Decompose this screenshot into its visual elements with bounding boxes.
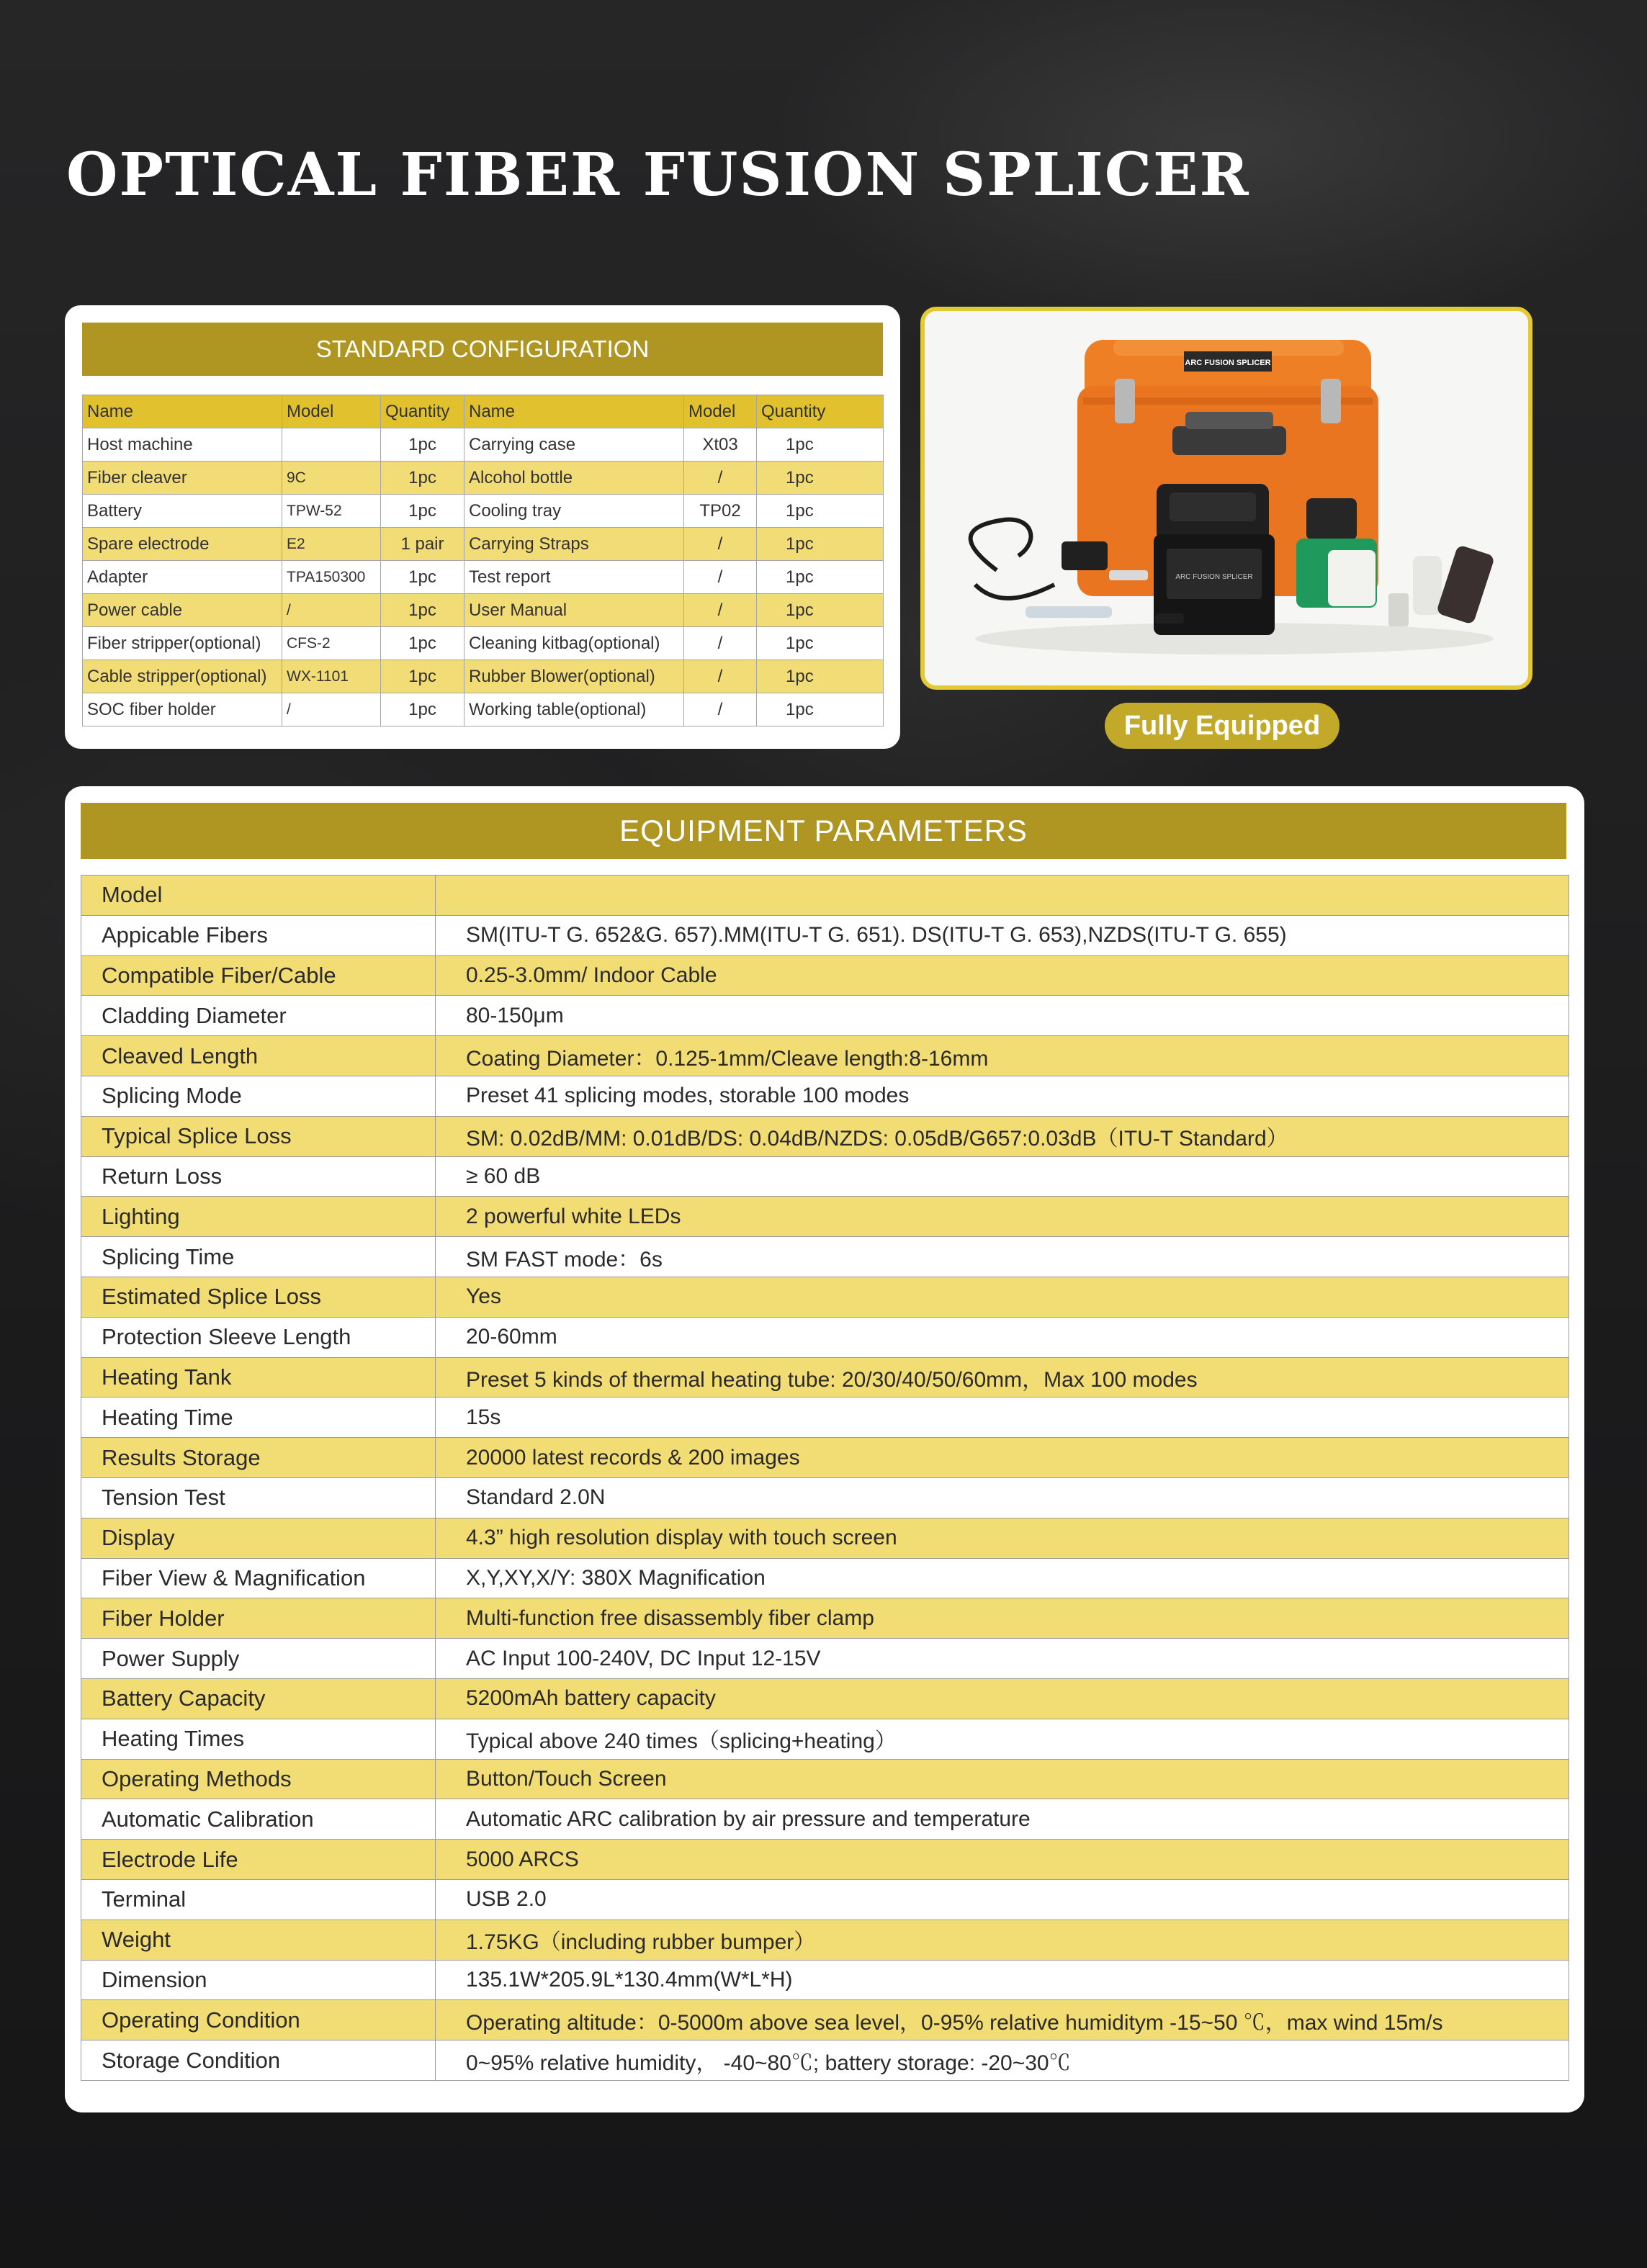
config-item-quantity: 1pc	[757, 660, 884, 693]
config-item-name: Spare electrode	[83, 528, 282, 561]
parameter-row	[81, 996, 1569, 1036]
product-photo	[920, 307, 1532, 690]
parameter-value: Preset 5 kinds of thermal heating tube: 20/30/40/50/60mm，Max 100 modes	[436, 1357, 1569, 1398]
config-item-model: /	[684, 528, 757, 561]
parameter-name: Splicing Time	[81, 1237, 436, 1277]
parameter-row	[81, 915, 1569, 955]
config-row	[83, 627, 884, 660]
config-column-header: Name	[83, 395, 282, 428]
standard-configuration-heading: STANDARD CONFIGURATION	[82, 323, 883, 376]
parameter-name: Protection Sleeve Length	[81, 1317, 436, 1357]
config-item-quantity: 1pc	[757, 693, 884, 726]
config-item-quantity: 1pc	[757, 495, 884, 528]
config-item-name: Rubber Blower(optional)	[465, 660, 684, 693]
config-item-name: Adapter	[83, 561, 282, 594]
config-item-quantity: 1pc	[381, 462, 465, 495]
config-column-header: Model	[684, 395, 757, 428]
config-item-model: TPA150300	[282, 561, 381, 594]
config-item-model: /	[684, 693, 757, 726]
config-header-row	[83, 395, 884, 428]
parameter-name: Electrode Life	[81, 1840, 436, 1880]
parameter-row	[81, 1277, 1569, 1317]
parameter-name: Display	[81, 1518, 436, 1558]
config-row	[83, 495, 884, 528]
parameter-value: 5000 ARCS	[436, 1840, 1569, 1880]
config-item-model: /	[684, 627, 757, 660]
parameter-name: Fiber Holder	[81, 1598, 436, 1639]
parameter-row	[81, 876, 1569, 916]
fusion-splicer-illustration	[1154, 484, 1275, 635]
config-item-quantity: 1pc	[757, 428, 884, 462]
equipment-parameters-card	[65, 786, 1584, 2112]
config-item-name: Test report	[465, 561, 684, 594]
config-item-name: Alcohol bottle	[465, 462, 684, 495]
config-item-model: CFS-2	[282, 627, 381, 660]
parameter-value: 2 powerful white LEDs	[436, 1197, 1569, 1237]
product-photo-illustration	[925, 311, 1528, 685]
parameter-value: SM: 0.02dB/MM: 0.01dB/DS: 0.04dB/NZDS: 0.05dB/G657:0.03dB（ITU-T Standard）	[436, 1116, 1569, 1156]
parameter-value: 20000 latest records & 200 images	[436, 1438, 1569, 1478]
parameter-value: Preset 41 splicing modes, storable 100 modes	[436, 1076, 1569, 1116]
config-item-name: Cooling tray	[465, 495, 684, 528]
parameter-row	[81, 2040, 1569, 2081]
page-title: OPTICAL FIBER FUSION SPLICER	[66, 140, 1250, 210]
parameter-value: 135.1W*205.9L*130.4mm(W*L*H)	[436, 1960, 1569, 2000]
config-item-model: E2	[282, 528, 381, 561]
config-item-model: TPW-52	[282, 495, 381, 528]
parameter-row	[81, 1156, 1569, 1197]
parameter-name: Compatible Fiber/Cable	[81, 955, 436, 996]
config-item-name: Power cable	[83, 594, 282, 627]
parameter-row	[81, 1116, 1569, 1156]
config-item-name: Fiber cleaver	[83, 462, 282, 495]
parameter-row	[81, 1598, 1569, 1639]
parameter-row	[81, 955, 1569, 996]
parameter-value: Button/Touch Screen	[436, 1759, 1569, 1799]
config-item-model: TP02	[684, 495, 757, 528]
parameter-value: 5200mAh battery capacity	[436, 1678, 1569, 1719]
config-column-header: Name	[465, 395, 684, 428]
parameter-row	[81, 1036, 1569, 1076]
parameter-row	[81, 1477, 1569, 1518]
fully-equipped-badge: Fully Equipped	[1105, 703, 1339, 749]
config-item-model: /	[684, 660, 757, 693]
parameter-row	[81, 1357, 1569, 1398]
config-row	[83, 462, 884, 495]
parameter-value: Operating altitude：0-5000m above sea level，0-95% relative humiditym -15~50 ℃，max wind 15m/s	[436, 2000, 1569, 2040]
config-item-name: Carrying case	[465, 428, 684, 462]
parameter-row	[81, 1398, 1569, 1438]
parameter-name: Fiber View & Magnification	[81, 1558, 436, 1598]
parameter-row	[81, 1759, 1569, 1799]
standard-configuration-card	[65, 305, 900, 749]
parameter-row	[81, 1678, 1569, 1719]
parameter-name: Heating Tank	[81, 1357, 436, 1398]
parameter-value: Automatic ARC calibration by air pressure and temperature	[436, 1799, 1569, 1840]
parameter-name: Results Storage	[81, 1438, 436, 1478]
config-item-model: /	[684, 594, 757, 627]
parameter-name: Tension Test	[81, 1477, 436, 1518]
config-item-quantity: 1pc	[381, 693, 465, 726]
parameter-name: Model	[81, 876, 436, 916]
parameter-value: 0~95% relative humidity， -40~80℃; battery storage: -20~30℃	[436, 2040, 1569, 2081]
config-item-model: /	[684, 462, 757, 495]
config-row	[83, 528, 884, 561]
config-item-quantity: 1pc	[381, 561, 465, 594]
parameter-value: 4.3” high resolution display with touch screen	[436, 1518, 1569, 1558]
parameter-name: Automatic Calibration	[81, 1799, 436, 1840]
config-item-quantity: 1pc	[381, 428, 465, 462]
config-item-name: Host machine	[83, 428, 282, 462]
parameter-value	[436, 876, 1569, 916]
parameter-name: Cleaved Length	[81, 1036, 436, 1076]
parameter-row	[81, 1237, 1569, 1277]
parameter-name: Operating Condition	[81, 2000, 436, 2040]
parameter-row	[81, 1719, 1569, 1759]
parameter-row	[81, 1518, 1569, 1558]
config-item-name: Cleaning kitbag(optional)	[465, 627, 684, 660]
parameter-value: Multi-function free disassembly fiber clamp	[436, 1598, 1569, 1639]
config-item-name: Carrying Straps	[465, 528, 684, 561]
config-row	[83, 660, 884, 693]
parameter-row	[81, 1197, 1569, 1237]
parameter-value: 1.75KG（including rubber bumper）	[436, 1920, 1569, 1960]
parameter-row	[81, 1639, 1569, 1679]
parameter-name: Heating Times	[81, 1719, 436, 1759]
config-item-model: 9C	[282, 462, 381, 495]
splicer-label-text: ARC FUSION SPLICER	[1175, 573, 1253, 581]
config-item-quantity: 1pc	[381, 495, 465, 528]
parameter-value: 20-60mm	[436, 1317, 1569, 1357]
case-label-text: ARC FUSION SPLICER	[1185, 359, 1271, 367]
parameter-name: Typical Splice Loss	[81, 1116, 436, 1156]
parameter-name: Heating Time	[81, 1398, 436, 1438]
config-item-quantity: 1pc	[757, 594, 884, 627]
parameter-value: Typical above 240 times（splicing+heating）	[436, 1719, 1569, 1759]
config-item-quantity: 1pc	[381, 627, 465, 660]
parameter-row	[81, 1076, 1569, 1116]
config-item-quantity: 1pc	[381, 660, 465, 693]
parameter-name: Weight	[81, 1920, 436, 1960]
parameter-value: Coating Diameter：0.125-1mm/Cleave length:8-16mm	[436, 1036, 1569, 1076]
config-row	[83, 693, 884, 726]
config-item-model: WX-1101	[282, 660, 381, 693]
config-item-quantity: 1pc	[757, 561, 884, 594]
parameter-value: 0.25-3.0mm/ Indoor Cable	[436, 955, 1569, 996]
config-column-header: Quantity	[381, 395, 465, 428]
parameter-row	[81, 2000, 1569, 2040]
parameter-row	[81, 1960, 1569, 2000]
parameter-name: Appicable Fibers	[81, 915, 436, 955]
parameter-value: SM FAST mode：6s	[436, 1237, 1569, 1277]
parameter-value: Yes	[436, 1277, 1569, 1317]
parameter-row	[81, 1799, 1569, 1840]
equipment-parameters-table	[81, 875, 1569, 2081]
parameter-name: Battery Capacity	[81, 1678, 436, 1719]
config-item-model: /	[684, 561, 757, 594]
parameter-name: Storage Condition	[81, 2040, 436, 2081]
parameter-row	[81, 1438, 1569, 1478]
parameter-name: Return Loss	[81, 1156, 436, 1197]
config-item-quantity: 1 pair	[381, 528, 465, 561]
equipment-parameters-heading: EQUIPMENT PARAMETERS	[81, 803, 1566, 859]
parameter-name: Cladding Diameter	[81, 996, 436, 1036]
config-row	[83, 594, 884, 627]
parameter-name: Power Supply	[81, 1639, 436, 1679]
config-item-quantity: 1pc	[757, 627, 884, 660]
parameter-row	[81, 1920, 1569, 1960]
parameter-value: ≥ 60 dB	[436, 1156, 1569, 1197]
parameter-name: Estimated Splice Loss	[81, 1277, 436, 1317]
config-item-model	[282, 428, 381, 462]
parameter-name: Terminal	[81, 1879, 436, 1920]
config-item-quantity: 1pc	[757, 462, 884, 495]
config-item-name: Battery	[83, 495, 282, 528]
config-column-header: Quantity	[757, 395, 884, 428]
config-row	[83, 561, 884, 594]
parameter-row	[81, 1558, 1569, 1598]
parameter-name: Splicing Mode	[81, 1076, 436, 1116]
config-row	[83, 428, 884, 462]
config-item-quantity: 1pc	[757, 528, 884, 561]
standard-configuration-table	[82, 395, 884, 726]
parameter-value: X,Y,XY,X/Y: 380X Magnification	[436, 1558, 1569, 1598]
parameter-row	[81, 1879, 1569, 1920]
parameter-value: 15s	[436, 1398, 1569, 1438]
parameter-name: Dimension	[81, 1960, 436, 2000]
parameter-row	[81, 1317, 1569, 1357]
config-item-name: Working table(optional)	[465, 693, 684, 726]
parameter-value: USB 2.0	[436, 1879, 1569, 1920]
parameter-name: Lighting	[81, 1197, 436, 1237]
parameter-row	[81, 1840, 1569, 1880]
config-column-header: Model	[282, 395, 381, 428]
config-item-model: /	[282, 693, 381, 726]
config-item-name: User Manual	[465, 594, 684, 627]
config-item-name: Fiber stripper(optional)	[83, 627, 282, 660]
parameter-name: Operating Methods	[81, 1759, 436, 1799]
parameter-value: AC Input 100-240V, DC Input 12-15V	[436, 1639, 1569, 1679]
config-item-quantity: 1pc	[381, 594, 465, 627]
parameter-value: 80-150μm	[436, 996, 1569, 1036]
config-item-model: Xt03	[684, 428, 757, 462]
parameter-value: SM(ITU-T G. 652&G. 657).MM(ITU-T G. 651). DS(ITU-T G. 653),NZDS(ITU-T G. 655)	[436, 915, 1569, 955]
config-item-model: /	[282, 594, 381, 627]
config-item-name: SOC fiber holder	[83, 693, 282, 726]
parameter-value: Standard 2.0N	[436, 1477, 1569, 1518]
config-item-name: Cable stripper(optional)	[83, 660, 282, 693]
